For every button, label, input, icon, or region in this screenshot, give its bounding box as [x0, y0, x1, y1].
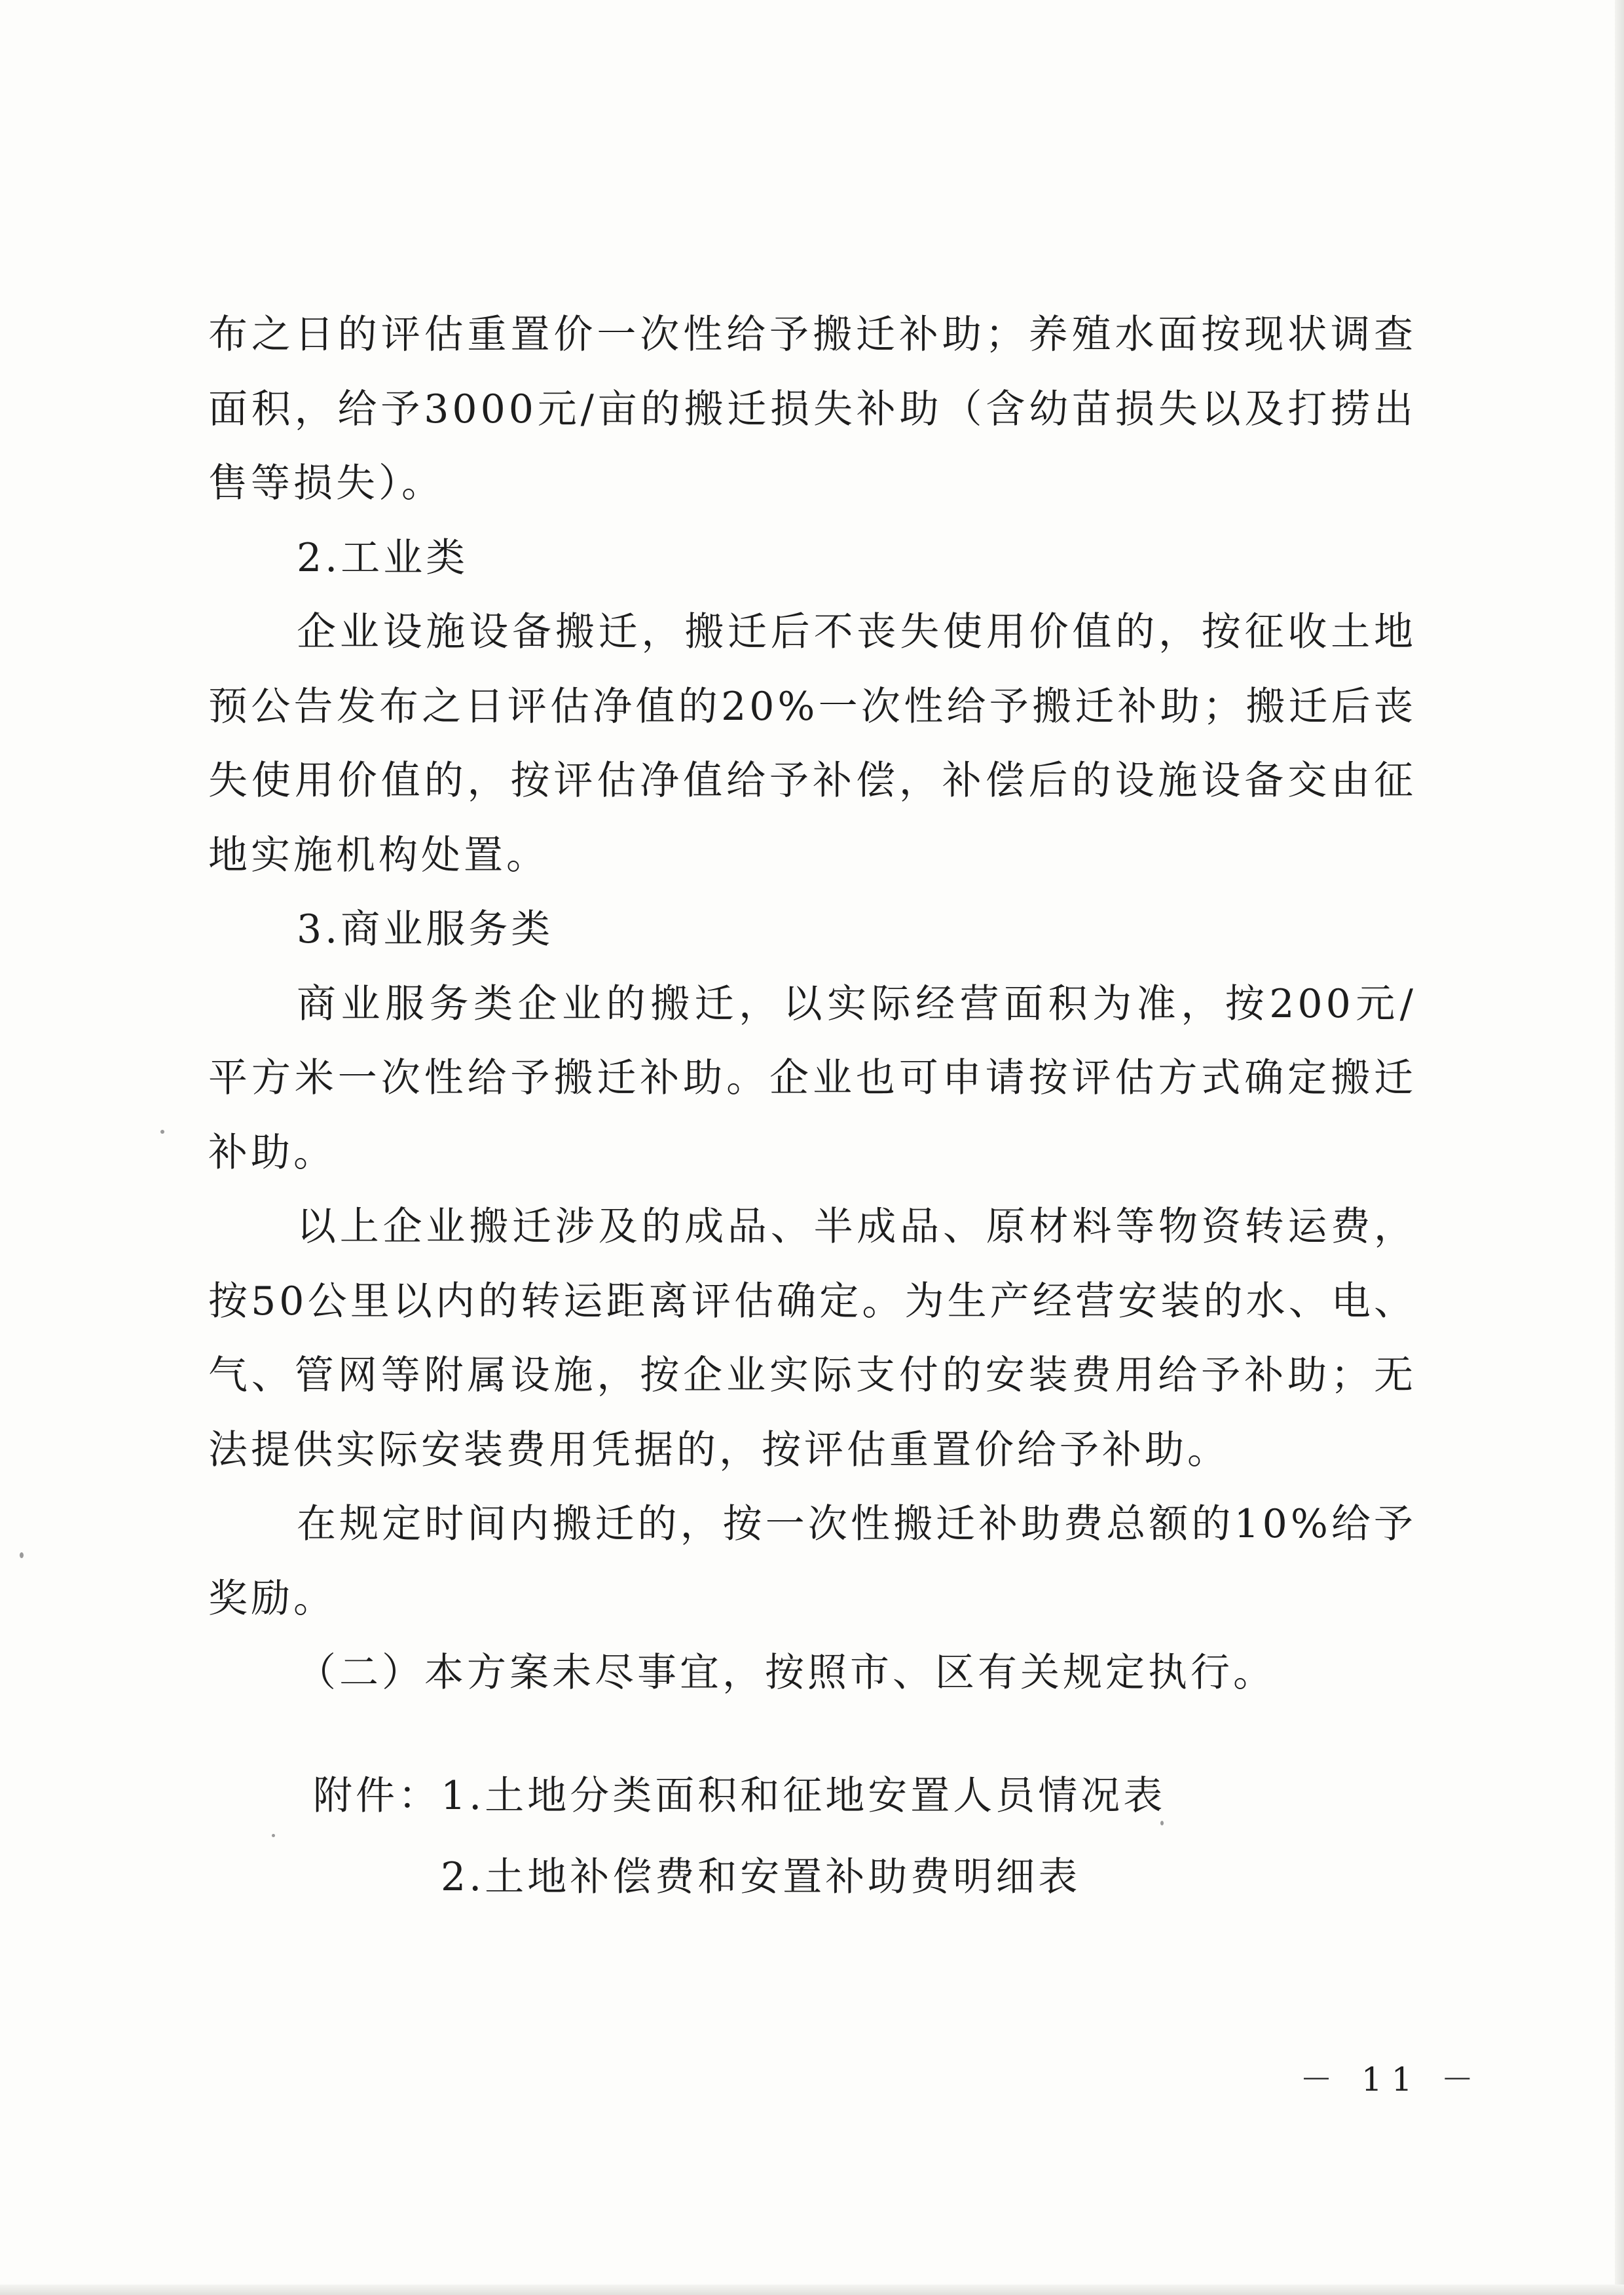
- body-text: [208, 298, 1416, 1711]
- paragraph-commercial: 商业服务类企业的搬迁，以实际经营面积为准，按200元/平方米一次性给予搬迁补助。企业也可申请按评估方式确定搬迁补助。: [208, 980, 1416, 1176]
- scan-speck: [1160, 1821, 1164, 1825]
- attachment-row-2: [313, 1837, 1166, 1918]
- section-heading-industrial: 2.工业类: [297, 534, 469, 581]
- scan-edge-bottom: [0, 2285, 1624, 2295]
- scan-speck: [272, 1834, 275, 1837]
- paragraph-industrial: 企业设施设备搬迁，搬迁后不丧失使用价值的，按征收土地预公告发布之日评估净值的20%一次性给予搬迁补助；搬迁后丧失使用价值的，按评估净值给予补偿，补偿后的设施设备交由征地实施机构处置。: [208, 609, 1416, 878]
- scan-edge-right: [1615, 0, 1624, 2295]
- paragraph-other-matters: （二）本方案未尽事宜，按照市、区有关规定执行。: [297, 1650, 1276, 1696]
- paragraph-transport: 以上企业搬迁涉及的成品、半成品、原材料等物资转运费，按50公里以内的转运距离评估确定。为生产经营安装的水、电、气、管网等附属设施，按企业实际支付的安装费用给予补助；无法提供实际安装费用凭据的，按评估重置价给予补助。: [208, 1204, 1416, 1473]
- paragraph-continuation: 布之日的评估重置价一次性给予搬迁补助；养殖水面按现状调查面积，给予3000元/亩的搬迁损失补助（含幼苗损失以及打捞出售等损失）。: [208, 312, 1416, 506]
- page-number: － 11 －: [1300, 2061, 1483, 2099]
- scan-speck: [160, 1130, 164, 1134]
- attachments: [313, 1755, 1166, 1918]
- attachments-label: 附件：: [313, 1773, 441, 1819]
- attachment-item: 2.土地补偿费和安置补助费明细表: [441, 1854, 1081, 1900]
- paragraph-reward: 在规定时间内搬迁的，按一次性搬迁补助费总额的10%给予奖励。: [208, 1501, 1416, 1622]
- section-heading-commercial: 3.商业服务类: [297, 906, 554, 952]
- attachment-item: 1.土地分类面积和征地安置人员情况表: [441, 1773, 1166, 1819]
- attachments-label-spacer: [313, 1837, 441, 1918]
- attachment-row-1: [313, 1755, 1166, 1837]
- scan-speck: [20, 1552, 24, 1558]
